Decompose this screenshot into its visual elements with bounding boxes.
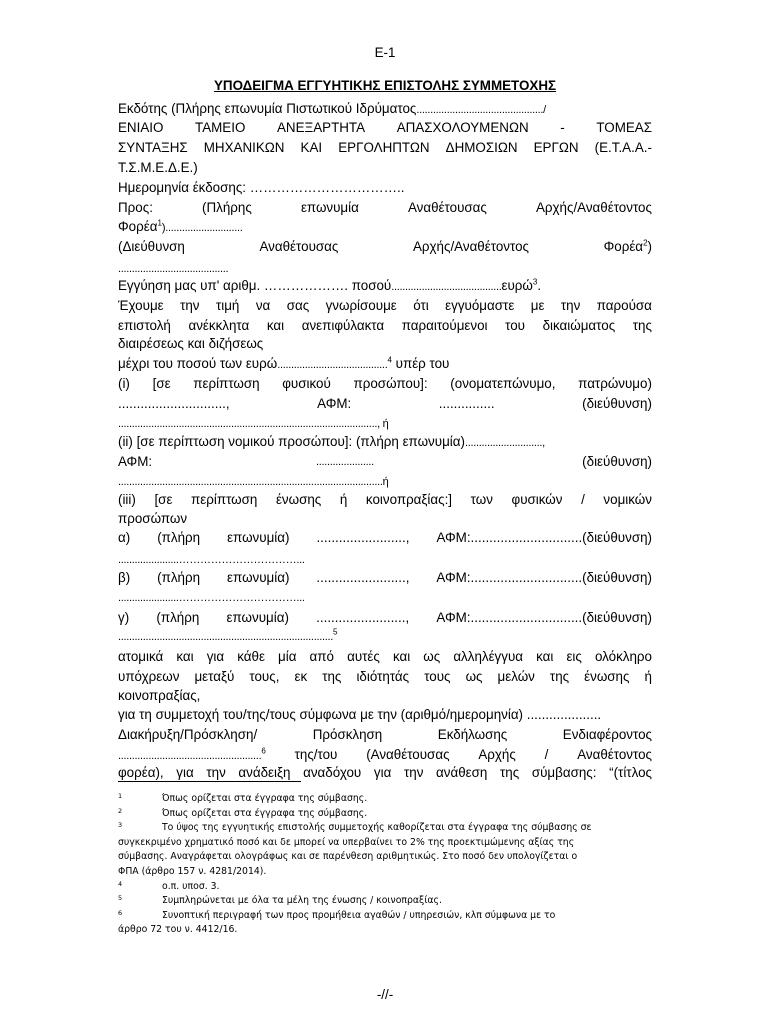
issuer-line-4: Τ.Σ.Μ.Ε.Δ.Ε.): [118, 160, 198, 175]
word: ΑΦΜ:..............................(διεύθυνση): [436, 530, 652, 545]
recipient-line-2: Φορέα$^1$)............................: [118, 218, 243, 234]
footnote-6-line-2: άρθρο 72 του ν. 4412/16.: [118, 924, 238, 935]
word: τους,: [249, 669, 280, 684]
word: να: [255, 298, 271, 313]
page-footer: -//-: [376, 987, 394, 1002]
word: Προς:: [118, 200, 153, 215]
legal-person-line-1: (ii) [σε περίπτωση νομικού προσώπου]: (πλήρη επωνυμία)............................,: [118, 434, 545, 449]
natural-person-line-3: .............................................................................................., ή: [118, 418, 389, 430]
word: ΚΑΙ: [300, 140, 323, 155]
word: ή: [644, 669, 652, 684]
guarantee-line-4: διαιρέσεως και διζήσεως: [118, 336, 264, 351]
word: υπόχρεων: [118, 669, 180, 684]
word: (i): [118, 376, 130, 391]
word: ΕΡΓΟΛΗΠΤΩΝ: [338, 140, 430, 155]
word: (πλήρη: [157, 570, 201, 585]
natural-person-line-1: [118, 376, 652, 392]
address-line-1: (Διεύθυνση Αναθέτουσας Αρχής/Αναθέτοντος Φορέα$^2$): [118, 238, 652, 254]
word: από: [309, 649, 334, 664]
word: τιμή: [215, 298, 240, 313]
word: για: [206, 649, 225, 664]
issue-date: Ημερομηνία έκδοσης: ……………………………..: [118, 180, 405, 195]
word: (ονοματεπώνυμο,: [450, 376, 556, 391]
word: πατρώνυμο): [578, 376, 652, 391]
word: σας: [286, 298, 310, 313]
word: /: [581, 492, 585, 507]
word: “(τίτλος: [609, 765, 652, 780]
word: ΤΑΜΕΙΟ: [195, 120, 246, 135]
word: εγγυόμαστε: [445, 298, 515, 313]
word: (διεύθυνση): [582, 396, 652, 411]
word: και: [266, 318, 285, 333]
word: β): [118, 570, 131, 585]
joint-liability-line-2: [118, 669, 652, 685]
word: για: [373, 765, 392, 780]
word: μία: [278, 649, 297, 664]
word: παραιτούμενοι: [401, 318, 488, 333]
word: α): [118, 530, 131, 545]
word: ένωσης: [275, 492, 322, 507]
word: ΑΠΑΣΧΟΛΟΥΜΕΝΩΝ: [396, 120, 529, 135]
word: ιδιότητάς: [356, 669, 410, 684]
word: των: [470, 492, 493, 507]
word: περίπτωση: [191, 492, 258, 507]
word: τους: [424, 669, 451, 684]
member-b-dots: ......................……………………………...: [118, 592, 305, 604]
word: επωνυμία): [227, 570, 290, 585]
word: (iii): [118, 492, 136, 507]
word: δικαιώματος: [542, 318, 616, 333]
word: αλληλέγγυα: [453, 649, 524, 664]
footnote-3-line-4: ΦΠΑ (άρθρο 157 ν. 4281/2014).: [118, 866, 267, 877]
joint-liability-line-3: κοινοπραξίας,: [118, 688, 201, 703]
word: μεταξύ: [194, 669, 235, 684]
document-title: ΥΠΟΔΕΙΓΜΑ ΕΓΓΥΗΤΙΚΗΣ ΕΠΙΣΤΟΛΗΣ ΣΥΜΜΕΤΟΧΗΣ: [213, 78, 557, 93]
guarantee-line-5: μέχρι του ποσού των ευρώ........................................$^4$ υπέρ του: [118, 355, 450, 371]
word: Αναθέτουσας: [407, 200, 487, 215]
member-c-row: [118, 610, 652, 626]
word: αναδόχου: [303, 765, 362, 780]
participation-line-1: για τη συμμετοχή του/της/τους σύμφωνα με την (αριθμό/ημερομηνία) ....................: [118, 707, 602, 722]
word: της: [549, 669, 570, 684]
word: και: [176, 649, 194, 664]
natural-person-line-2: [118, 396, 652, 412]
word: ανάδειξη: [238, 765, 291, 780]
word: Ενδιαφέροντος: [562, 727, 652, 742]
joint-venture-line-2: προσώπων: [118, 511, 188, 526]
member-b-row: [118, 570, 652, 586]
word: για: [176, 765, 194, 780]
footnote-3-line-2: συγκεκριμένο χρηματικό ποσό και δε μπορεί να υπερβαίνει το 2% της προεκτιμώμενης αξίας της: [118, 837, 575, 848]
word: Εκδήλωσης: [437, 727, 508, 742]
word: ........................,: [316, 570, 410, 585]
joint-liability-line-1: [118, 649, 652, 665]
word: εκ: [294, 669, 308, 684]
word: ...............: [438, 396, 495, 411]
issuer-line-3: [118, 140, 652, 156]
word: φυσικού: [282, 376, 331, 391]
word: ........................,: [316, 530, 410, 545]
word: .............................,: [118, 396, 230, 411]
word: ΑΝΕΞΑΡΤΗΤΑ: [276, 120, 366, 135]
word: της: [500, 765, 520, 780]
word: επιστολή: [118, 318, 171, 333]
word: την: [560, 298, 581, 313]
footnote-separator: [118, 781, 301, 782]
word: σύμβασης:: [531, 765, 597, 780]
word: ανεπιφύλακτα: [301, 318, 385, 333]
guarantee-line-3: [118, 318, 652, 334]
word: -: [560, 120, 565, 135]
participation-line-4: [118, 765, 652, 781]
word: γνωρίσουμε: [325, 298, 397, 313]
word: και: [536, 649, 554, 664]
word: ένωσης: [584, 669, 630, 684]
word: ΣΥΝΤΑΞΗΣ: [118, 140, 188, 155]
address-line-2: ........................................: [118, 263, 229, 275]
word: αυτές: [347, 649, 380, 664]
issuer-line-1: Εκδότης (Πλήρης επωνυμία Πιστωτικού Ιδρύματος............................................../: [118, 101, 546, 116]
word: ΑΦΜ:..............................(διεύθυνση): [436, 570, 652, 585]
member-a-row: [118, 530, 652, 546]
word: επωνυμία): [227, 530, 290, 545]
word: ΕΡΓΩΝ: [533, 140, 579, 155]
word: εις: [566, 649, 582, 664]
word: την: [403, 765, 424, 780]
word: Αρχής/Αναθέτοντος: [535, 200, 652, 215]
word: ως: [423, 649, 441, 664]
word: [σε: [154, 492, 173, 507]
member-c-dots: ..............................................................................$^5$: [118, 627, 338, 643]
issuer-line-2: [118, 120, 652, 136]
word: [σε: [152, 376, 171, 391]
word: Πρόσκληση: [312, 727, 383, 742]
word: ΑΦΜ:..............................(διεύθυνση): [436, 610, 652, 625]
word: ΑΦΜ:: [317, 396, 352, 411]
word: νομικών: [603, 492, 652, 507]
word: ΤΟΜΕΑΣ: [596, 120, 652, 135]
word: της: [632, 318, 652, 333]
word: του: [505, 318, 525, 333]
word: Διακήρυξη/Πρόσκληση/: [118, 727, 258, 742]
word: φυσικών: [511, 492, 563, 507]
word: κάθε: [237, 649, 265, 664]
word: (πλήρη: [156, 610, 200, 625]
recipient-line-1: [118, 200, 652, 216]
member-a-dots: ......................……………………………...: [118, 554, 305, 566]
word: την: [206, 765, 226, 780]
word: την: [180, 298, 200, 313]
word: ως: [465, 669, 483, 684]
word: επωνυμία): [226, 610, 289, 625]
word: προσώπου]:: [353, 376, 428, 391]
word: (πλήρη: [157, 530, 201, 545]
word: ΔΗΜΟΣΙΩΝ: [445, 140, 518, 155]
joint-venture-line-1: [118, 492, 652, 508]
header-code: Ε-1: [374, 45, 396, 60]
word: ........................,: [316, 610, 410, 625]
word: ανέκκλητα: [188, 318, 250, 333]
word: ανάθεση: [436, 765, 488, 780]
guarantee-line-2: [118, 298, 652, 314]
word: ή: [339, 492, 348, 507]
word: μελών: [497, 669, 535, 684]
word: και: [392, 649, 411, 664]
word: παρούσα: [596, 298, 652, 313]
word: κοινοπραξίας:]: [365, 492, 453, 507]
word: επωνυμία: [300, 200, 359, 215]
legal-person-line-3: ................................................................................................ή: [118, 476, 389, 488]
word: ότι: [413, 298, 429, 313]
word: ΜΗΧΑΝΙΚΩΝ: [203, 140, 285, 155]
participation-line-3: ....................................................$^6$ της/του (Αναθέτουσας Αρχής / Αναθέτοντος: [118, 746, 652, 762]
word: φορέα),: [118, 765, 164, 780]
word: (Πλήρης: [202, 200, 252, 215]
participation-line-2: [118, 727, 652, 743]
word: ολόκληρο: [594, 649, 652, 664]
guarantee-line-1: Εγγύηση μας υπ' αριθμ. ………………. ποσού........................................ευρώ$^3$.: [118, 277, 542, 293]
word: (Ε.Τ.Α.Α.-: [594, 140, 652, 155]
footnote-3-line-3: σύμβασης. Αναγράφεται ολογράφως και σε παρένθεση αριθμητικώς. Στο ποσό δεν υπολογίζεται ο: [118, 851, 578, 862]
word: της: [322, 669, 342, 684]
word: περίπτωση: [193, 376, 260, 391]
word: ατομικά: [118, 649, 164, 664]
word: Έχουμε: [118, 298, 164, 313]
word: ΕΝΙΑΙΟ: [118, 120, 164, 135]
word: γ): [118, 610, 130, 625]
word: με: [530, 298, 545, 313]
